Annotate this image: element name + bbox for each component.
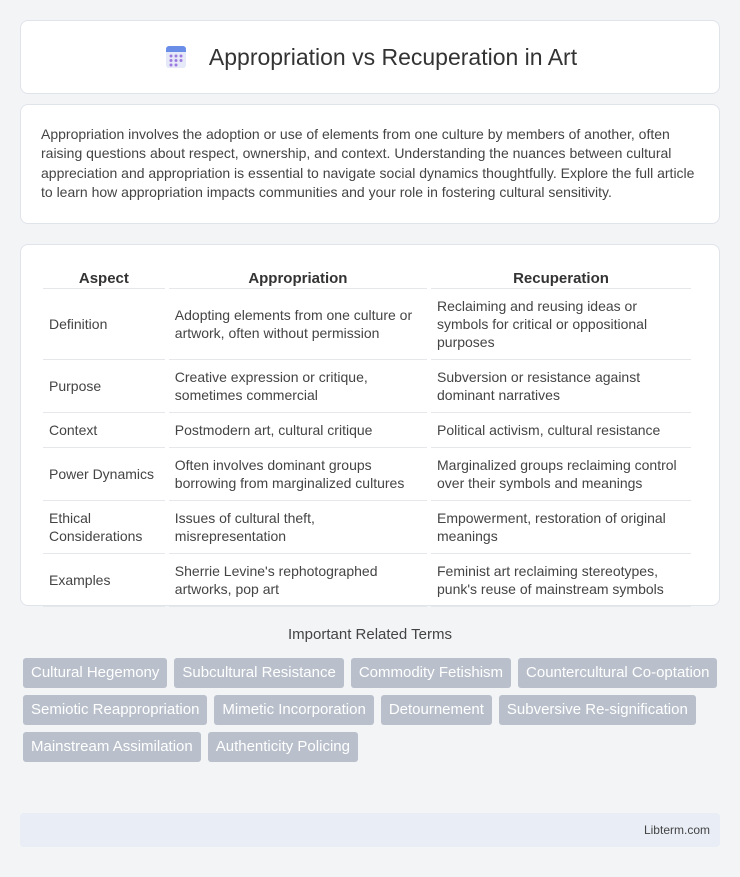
cell-appropriation: Adopting elements from one culture or artwork, often without permission (169, 289, 427, 360)
related-term-tag[interactable]: Mimetic Incorporation (214, 695, 373, 725)
header-appropriation: Appropriation (169, 263, 427, 289)
table-row (43, 448, 691, 501)
related-term-tag[interactable]: Subcultural Resistance (174, 658, 343, 688)
related-term-tag[interactable]: Subversive Re-signification (499, 695, 696, 725)
cell-recuperation: Reclaiming and reusing ideas or symbols for critical or oppositional purposes (431, 289, 691, 360)
footer-site-link[interactable]: Libterm.com (643, 823, 710, 837)
related-term-tag[interactable]: Authenticity Policing (208, 732, 358, 762)
related-term-tag[interactable]: Mainstream Assimilation (23, 732, 201, 762)
footer (20, 813, 720, 847)
related-term-tag[interactable]: Cultural Hegemony (23, 658, 167, 688)
comparison-table (39, 263, 695, 607)
table-row (43, 289, 691, 360)
page-title: Appropriation vs Recuperation in Art (208, 43, 578, 70)
cell-recuperation: Subversion or resistance against dominant narratives (431, 360, 691, 413)
cell-appropriation: Often involves dominant groups borrowing from marginalized cultures (169, 448, 427, 501)
title-card (20, 20, 720, 94)
comparison-table-card (20, 244, 720, 606)
related-term-tag[interactable]: Semiotic Reappropriation (23, 695, 207, 725)
cell-recuperation: Political activism, cultural resistance (431, 413, 691, 448)
table-row (43, 413, 691, 448)
cell-appropriation: Issues of cultural theft, misrepresentation (169, 501, 427, 554)
cell-aspect: Context (43, 413, 165, 448)
cell-aspect: Definition (43, 289, 165, 360)
cell-aspect: Examples (43, 554, 165, 607)
related-terms-list (23, 658, 723, 762)
table-row (43, 554, 691, 607)
table-row (43, 360, 691, 413)
intro-paragraph: Appropriation involves the adoption or use of elements from one culture by members of another, often raising questions about respect, ownership, and context. Understanding the nuances between cultural appreciation and appropriation is essential to navigate social dynamics thoughtfully. Explore the full article to learn how appropriation impacts communities and your role in fostering cultural sensitivity. (41, 126, 695, 201)
header-recuperation: Recuperation (431, 263, 691, 289)
cell-aspect: Purpose (43, 360, 165, 413)
table-row (43, 501, 691, 554)
cell-recuperation: Empowerment, restoration of original meanings (431, 501, 691, 554)
related-term-tag[interactable]: Commodity Fetishism (351, 658, 511, 688)
related-term-tag[interactable]: Countercultural Co-optation (518, 658, 717, 688)
cell-appropriation: Postmodern art, cultural critique (169, 413, 427, 448)
table-header-row (43, 263, 691, 289)
cell-appropriation: Creative expression or critique, sometimes commercial (169, 360, 427, 413)
cell-appropriation: Sherrie Levine's rephotographed artworks, pop art (169, 554, 427, 607)
cell-recuperation: Marginalized groups reclaiming control over their symbols and meanings (431, 448, 691, 501)
header-aspect: Aspect (43, 263, 165, 289)
cell-recuperation: Feminist art reclaiming stereotypes, punk's reuse of mainstream symbols (431, 554, 691, 607)
related-terms-title: Important Related Terms (288, 626, 452, 643)
related-term-tag[interactable]: Detournement (381, 695, 492, 725)
intro-card (20, 104, 720, 224)
cell-aspect: Power Dynamics (43, 448, 165, 501)
document-grid-icon (163, 44, 189, 70)
cell-aspect: Ethical Considerations (43, 501, 165, 554)
